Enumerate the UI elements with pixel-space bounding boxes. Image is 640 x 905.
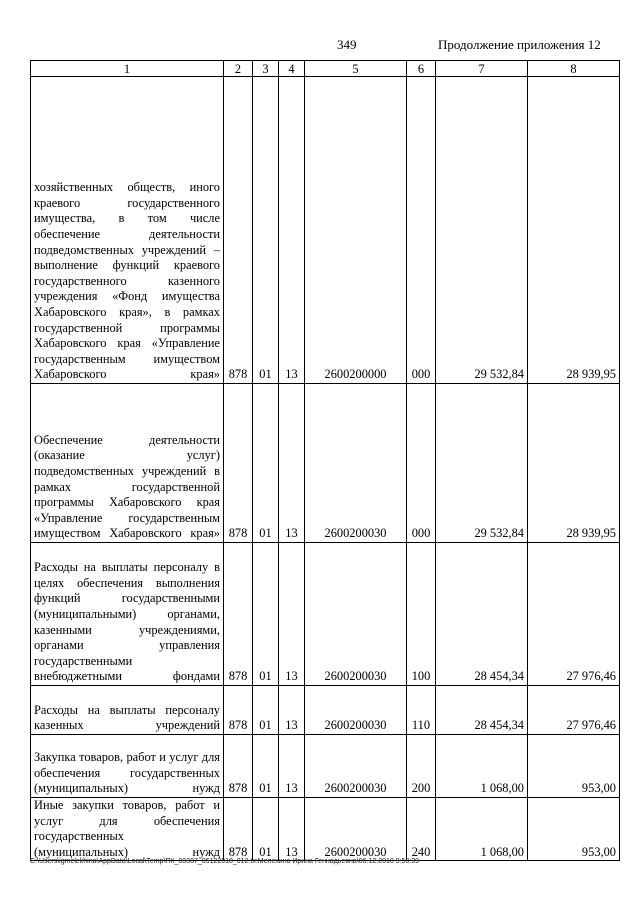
cell-ministry: 878	[224, 686, 253, 735]
cell-expense-type: 200	[407, 735, 436, 798]
cell-section: 01	[253, 798, 279, 861]
budget-table	[30, 60, 620, 861]
cell-subsection: 13	[279, 543, 305, 686]
file-path-footer: C:\Users\igmelekhina\AppData\Local\Temp\ПК_00387_05122018_012.tx:Мелехина Ирина Геннадьевна\06.12.2018 9:50:39	[30, 858, 420, 865]
cell-expense-type: 000	[407, 77, 436, 384]
row-name: Закупка товаров, работ и услуг для обеспечения государственных (муниципальных) нужд	[31, 735, 224, 798]
cell-target-article: 2600200000	[305, 77, 407, 384]
table-row	[31, 384, 620, 543]
cell-target-article: 2600200030	[305, 686, 407, 735]
cell-amount-2: 28 939,95	[528, 77, 620, 384]
table-row	[31, 686, 620, 735]
col-header-4: 4	[279, 61, 305, 77]
table-row	[31, 77, 620, 384]
cell-target-article: 2600200030	[305, 384, 407, 543]
cell-amount-2: 28 939,95	[528, 384, 620, 543]
cell-ministry: 878	[224, 384, 253, 543]
row-name: Обеспечение деятельности (оказание услуг) подведомственных учреждений в рамках государственной программы Хабаровского края «Управление государственным имуществом Хабаровского края»	[31, 384, 224, 543]
cell-target-article: 2600200030	[305, 543, 407, 686]
cell-expense-type: 100	[407, 543, 436, 686]
cell-target-article: 2600200030	[305, 798, 407, 861]
col-header-1: 1	[31, 61, 224, 77]
cell-subsection: 13	[279, 798, 305, 861]
table-row	[31, 735, 620, 798]
col-header-6: 6	[407, 61, 436, 77]
cell-amount-2: 27 976,46	[528, 686, 620, 735]
cell-amount-2: 27 976,46	[528, 543, 620, 686]
row-name: Иные закупки товаров, работ и услуг для обеспечения государственных (муниципальных) нужд	[31, 798, 224, 861]
table-row	[31, 798, 620, 861]
cell-ministry: 878	[224, 543, 253, 686]
cell-subsection: 13	[279, 686, 305, 735]
cell-amount-1: 29 532,84	[436, 384, 528, 543]
cell-subsection: 13	[279, 77, 305, 384]
row-name: Расходы на выплаты персоналу казенных учреждений	[31, 686, 224, 735]
continuation-label: Продолжение приложения 12	[438, 37, 601, 52]
cell-expense-type: 000	[407, 384, 436, 543]
cell-section: 01	[253, 686, 279, 735]
cell-section: 01	[253, 77, 279, 384]
page-number: 349	[337, 37, 357, 52]
cell-amount-2: 953,00	[528, 798, 620, 861]
column-number-row	[31, 61, 620, 77]
cell-ministry: 878	[224, 735, 253, 798]
cell-amount-1: 1 068,00	[436, 735, 528, 798]
cell-amount-1: 29 532,84	[436, 77, 528, 384]
row-name: хозяйственных обществ, иного краевого государственного имущества, в том числе обеспечение деятельности подведомственных учреждений – выполнение функций краевого государственного казенного учреждения «Фонд имущества Хабаровского края», в рамках государственной программы Хабаровского края «Управление государственным имуществом Хабаровского края»	[31, 77, 224, 384]
cell-section: 01	[253, 384, 279, 543]
cell-ministry: 878	[224, 77, 253, 384]
table-row	[31, 543, 620, 686]
col-header-5: 5	[305, 61, 407, 77]
cell-section: 01	[253, 543, 279, 686]
col-header-3: 3	[253, 61, 279, 77]
col-header-8: 8	[528, 61, 620, 77]
row-name: Расходы на выплаты персоналу в целях обеспечения выполнения функций государственными (муниципальными) органами, казенными учреждениями, органами управления государственными внебюджетными фондами	[31, 543, 224, 686]
cell-amount-1: 28 454,34	[436, 686, 528, 735]
col-header-7: 7	[436, 61, 528, 77]
cell-subsection: 13	[279, 735, 305, 798]
col-header-2: 2	[224, 61, 253, 77]
cell-amount-1: 1 068,00	[436, 798, 528, 861]
cell-section: 01	[253, 735, 279, 798]
cell-expense-type: 110	[407, 686, 436, 735]
cell-target-article: 2600200030	[305, 735, 407, 798]
cell-ministry: 878	[224, 798, 253, 861]
cell-amount-1: 28 454,34	[436, 543, 528, 686]
cell-expense-type: 240	[407, 798, 436, 861]
cell-subsection: 13	[279, 384, 305, 543]
cell-amount-2: 953,00	[528, 735, 620, 798]
